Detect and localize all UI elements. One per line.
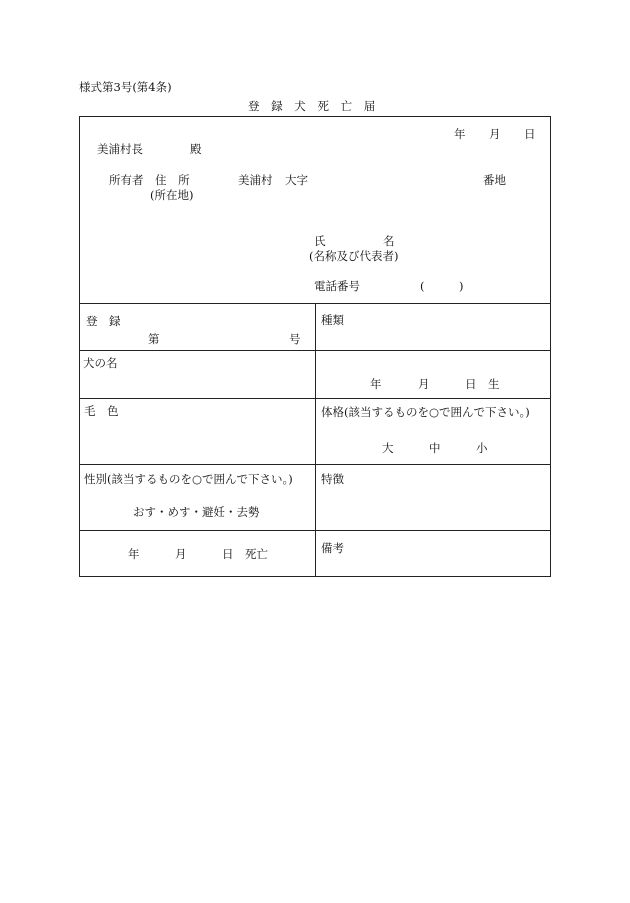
birth-month: 月: [418, 377, 430, 391]
date-year: 年: [454, 127, 466, 141]
phone-label: 電話番号: [314, 279, 360, 293]
name-label: 氏: [314, 234, 326, 248]
address-sub: (所在地): [150, 188, 194, 202]
address-label: 住 所: [155, 173, 190, 187]
form-title: 登 録 犬 死 亡 届: [248, 99, 380, 113]
form-table: [79, 116, 551, 577]
coat-label: 毛 色: [84, 404, 119, 418]
registration-dai: 第: [148, 332, 160, 346]
size-label: 体格(該当するものを○で囲んで下さい。): [321, 405, 530, 419]
size-large: 大: [382, 441, 394, 455]
oaza: 大字: [285, 173, 308, 187]
registration-label: 登 録: [86, 314, 121, 328]
features-label: 特徴: [321, 472, 344, 486]
phone-paren-open: (: [420, 279, 425, 293]
banchi: 番地: [483, 173, 506, 187]
date-month: 月: [489, 127, 501, 141]
registration-go: 号: [289, 332, 301, 346]
addressee: 美浦村長: [97, 142, 143, 156]
village: 美浦村: [238, 173, 273, 187]
birth-sei: 生: [488, 377, 500, 391]
name-label-2: 名: [383, 234, 395, 248]
sex-label: 性別(該当するものを○で囲んで下さい。): [84, 472, 293, 486]
kind-label: 種類: [321, 313, 344, 327]
owner-label: 所有者: [109, 173, 144, 187]
dog-name-label: 犬の名: [83, 356, 118, 370]
date-day: 日: [524, 127, 536, 141]
size-small: 小: [476, 441, 488, 455]
addressee-suffix: 殿: [190, 142, 202, 156]
death-month: 月: [175, 547, 187, 561]
column-divider: [315, 303, 316, 576]
remarks-label: 備考: [321, 541, 344, 555]
size-medium: 中: [429, 441, 441, 455]
birth-day: 日: [465, 377, 477, 391]
death-day: 日: [222, 547, 234, 561]
sex-options: おす・めす・避妊・去勢: [133, 505, 260, 519]
phone-paren-close: ): [459, 279, 464, 293]
birth-year: 年: [370, 377, 382, 391]
form-number: 様式第3号(第4条): [79, 80, 172, 94]
death-label: 死亡: [245, 547, 268, 561]
name-sub: (名称及び代表者): [309, 249, 399, 263]
death-year: 年: [128, 547, 140, 561]
